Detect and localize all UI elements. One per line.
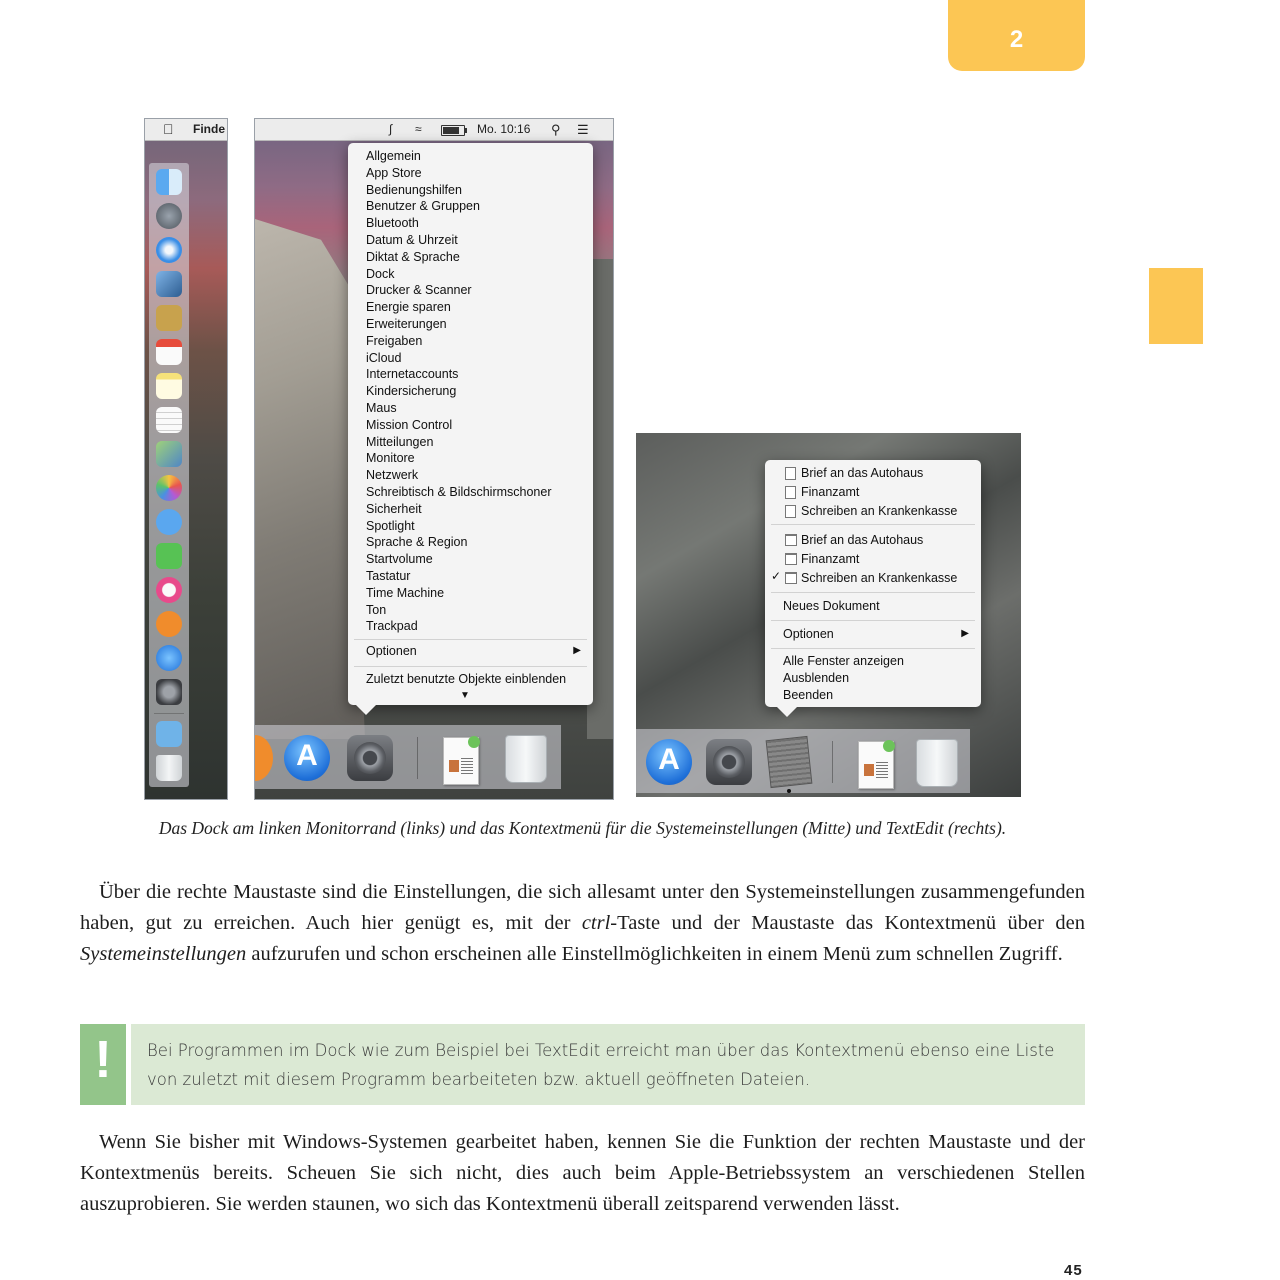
menu-item-preference-pane[interactable]: Netzwerk [366,468,419,483]
document-icon [785,505,796,518]
menu-item-preference-pane[interactable]: Bedienungshilfen [366,182,462,197]
trash-icon[interactable] [505,735,547,783]
body-paragraph [80,877,1085,970]
dock-separator [154,713,184,714]
submenu-arrow-icon: ▶ [961,628,969,639]
menu-item-preference-pane[interactable]: Energie sparen [366,300,451,315]
menu-bar [145,119,227,141]
menu-divider [771,592,975,593]
recent-document-item[interactable]: Finanzamt [801,485,860,499]
paragraph-text: Über die rechte Maustaste sind die Einstellungen, die sich allesamt unter den Systemeinstellungen zusammengefunden haben, gut zu erreichen. Auch hier genügt es, mit der [80,881,1085,934]
dock-vertical [149,163,189,787]
mail-icon[interactable] [156,271,182,297]
menu-item-preference-pane[interactable]: Allgemein [366,149,421,163]
chapter-tab [948,0,1085,71]
menu-item-preference-pane[interactable]: Startvolume [366,552,433,567]
app-store-icon[interactable]: A [646,739,692,785]
menu-divider [354,666,587,667]
recent-document-item[interactable]: Brief an das Autohaus [801,466,924,480]
trash-icon[interactable] [916,739,958,787]
app-store-icon[interactable]: A [284,735,330,781]
contacts-icon[interactable] [156,305,182,331]
system-preferences-icon[interactable] [706,739,752,785]
menu-item-preference-pane[interactable]: Datum & Uhrzeit [366,233,458,247]
submenu-arrow-icon: ▶ [573,645,581,656]
textedit-icon[interactable] [766,736,813,788]
menu-divider [771,524,975,525]
menu-item-preference-pane[interactable]: Dock [366,266,395,281]
facetime-icon[interactable] [156,543,182,569]
downloads-folder-icon[interactable] [156,721,182,747]
finder-icon[interactable] [156,169,182,195]
exclamation-icon: ! [94,1031,112,1089]
body-paragraph [80,1127,1085,1220]
menu-divider [771,620,975,621]
menu-item-preference-pane[interactable]: Diktat & Sprache [366,249,460,264]
screenshot-vertical-dock [144,118,228,800]
menu-item-preference-pane[interactable]: Mitteilungen [366,434,434,449]
window-icon [785,553,797,565]
menu-item-preference-pane[interactable]: Tastatur [366,569,411,583]
menu-item-recent-objects[interactable]: Zuletzt benutzte Objekte einblenden [366,672,567,686]
menu-bar [255,119,613,141]
open-window-item[interactable]: Finanzamt [801,552,860,566]
notes-icon[interactable] [156,373,182,399]
recent-document-item[interactable]: Schreiben an Krankenkasse [801,504,958,518]
menu-divider [354,639,587,640]
menu-item-preference-pane[interactable]: Schreibtisch & Bildschirmschoner [366,485,552,499]
window-icon [785,572,797,584]
menu-item-preference-pane[interactable]: Sprache & Region [366,535,468,550]
app-name: Systemeinstellungen [80,943,247,965]
apple-logo-icon[interactable] [163,121,174,137]
document-icon[interactable] [443,737,479,785]
key-name: ctrl [581,912,611,934]
photos-icon[interactable] [156,475,182,501]
safari-icon[interactable] [156,237,182,263]
menu-item-preference-pane[interactable]: Maus [366,401,397,415]
menu-item-preference-pane[interactable]: Erweiterungen [366,317,447,331]
menu-item-new-document[interactable]: Neues Dokument [783,599,880,613]
system-preferences-context-menu [348,143,593,705]
document-icon [785,486,796,499]
tip-gap [126,1024,131,1105]
menu-item-preference-pane[interactable]: Benutzer & Gruppen [366,199,480,214]
running-indicator [787,789,791,793]
figure-caption: Das Dock am linken Monitorrand (links) und das Kontextmenü für die Systemeinstellungen (Mitte) und TextEdit (rechts). [158,818,1007,838]
chapter-number: 2 [1009,26,1024,53]
open-window-item-active[interactable]: Schreiben an Krankenkasse [801,571,958,585]
menu-item-quit[interactable]: Beenden [783,688,834,702]
ibooks-icon[interactable] [254,735,273,781]
paragraph-text: Wenn Sie bisher mit Windows-Systemen gearbeitet haben, kennen Sie die Funktion der rechten Maustaste und der Kontextmenüs bereits. Scheuen Sie sich nicht, dies auch beim Apple-Betriebssystem an verschiedenen Stellen auszuprobieren. Sie werden staunen, wo sich das Kontextmenü überall zeitsparend verwenden lässt. [80,1131,1085,1215]
open-window-item[interactable]: Brief an das Autohaus [801,533,924,547]
spotlight-search-icon[interactable]: ⚲ [551,122,561,137]
trash-icon[interactable] [156,755,182,781]
tip-box [80,1024,1085,1105]
menu-item-preference-pane[interactable]: Mission Control [366,417,453,432]
wifi-icon[interactable]: ≈ [415,122,422,136]
scroll-down-arrow-icon[interactable]: ▼ [460,690,470,701]
menu-item-preference-pane[interactable]: Internetaccounts [366,367,459,382]
dock-horizontal [636,729,970,793]
menu-item-preference-pane[interactable]: Drucker & Scanner [366,283,472,298]
tip-marker [80,1024,126,1105]
paragraph-text: -Taste und der Maustaste das Kontextmenü über den [610,912,1085,934]
reminders-icon[interactable] [156,407,182,433]
menu-item-optionen[interactable]: Optionen [366,644,417,658]
menu-item-preference-pane[interactable]: Freigaben [366,333,423,348]
menu-divider [771,648,975,649]
menu-item-preference-pane[interactable]: Bluetooth [366,216,419,231]
dock-horizontal [255,725,561,789]
system-preferences-icon[interactable] [347,735,393,781]
menu-bar-clock[interactable]: Mo. 10:16 [477,122,531,136]
menu-item-preference-pane[interactable]: App Store [366,165,422,180]
calendar-icon[interactable] [156,339,182,365]
tip-text: Bei Programmen im Dock wie zum Beispiel bei TextEdit erreicht man über das Kontextmenü ebenso eine Liste von zuletzt mit diesem Programm bearbeiteten bzw. aktuell geöffneten Dateien. [147,1041,1055,1089]
chapter-side-marker [1149,268,1203,344]
dock-separator [832,741,833,783]
system-preferences-icon[interactable] [156,679,182,705]
window-icon [785,534,797,546]
menu-item-optionen[interactable]: Optionen [783,627,834,641]
app-store-icon[interactable] [156,645,182,671]
menu-item-preference-pane[interactable]: Spotlight [366,518,415,533]
ibooks-icon[interactable] [156,611,182,637]
textedit-context-menu [765,460,981,707]
menu-item-hide[interactable]: Ausblenden [783,671,850,685]
menu-item-preference-pane[interactable]: Time Machine [366,585,445,600]
menu-item-preference-pane[interactable]: Kindersicherung [366,384,457,399]
messages-icon[interactable] [156,509,182,535]
page-number: 45 [1064,1262,1083,1279]
menu-item-preference-pane[interactable]: Monitore [366,451,415,466]
menu-item-preference-pane[interactable]: Sicherheit [366,501,422,516]
checkmark-icon: ✓ [771,569,782,583]
screenshot-system-preferences-menu [254,118,614,800]
menu-item-preference-pane[interactable]: Ton [366,602,387,617]
menu-item-show-all-windows[interactable]: Alle Fenster anzeigen [783,654,904,668]
notification-center-icon[interactable]: ☰ [577,122,589,137]
bluetooth-icon[interactable]: ∫ [389,122,393,136]
menu-item-preference-pane[interactable]: Trackpad [366,619,418,634]
paragraph-text: aufzurufen und schon erscheinen alle Einstellmöglichkeiten in einem Menü zum schnellen Zugriff. [246,943,1063,965]
menu-bar-app-name[interactable]: Finde [193,122,225,136]
screenshot-textedit-menu [636,433,1021,797]
itunes-icon[interactable] [156,577,182,603]
menu-item-preference-pane[interactable]: iCloud [366,350,402,365]
dock-separator [417,737,418,779]
document-icon[interactable] [858,741,894,789]
maps-icon[interactable] [156,441,182,467]
document-icon [785,467,796,480]
battery-icon[interactable] [441,125,465,136]
launchpad-icon[interactable] [156,203,182,229]
